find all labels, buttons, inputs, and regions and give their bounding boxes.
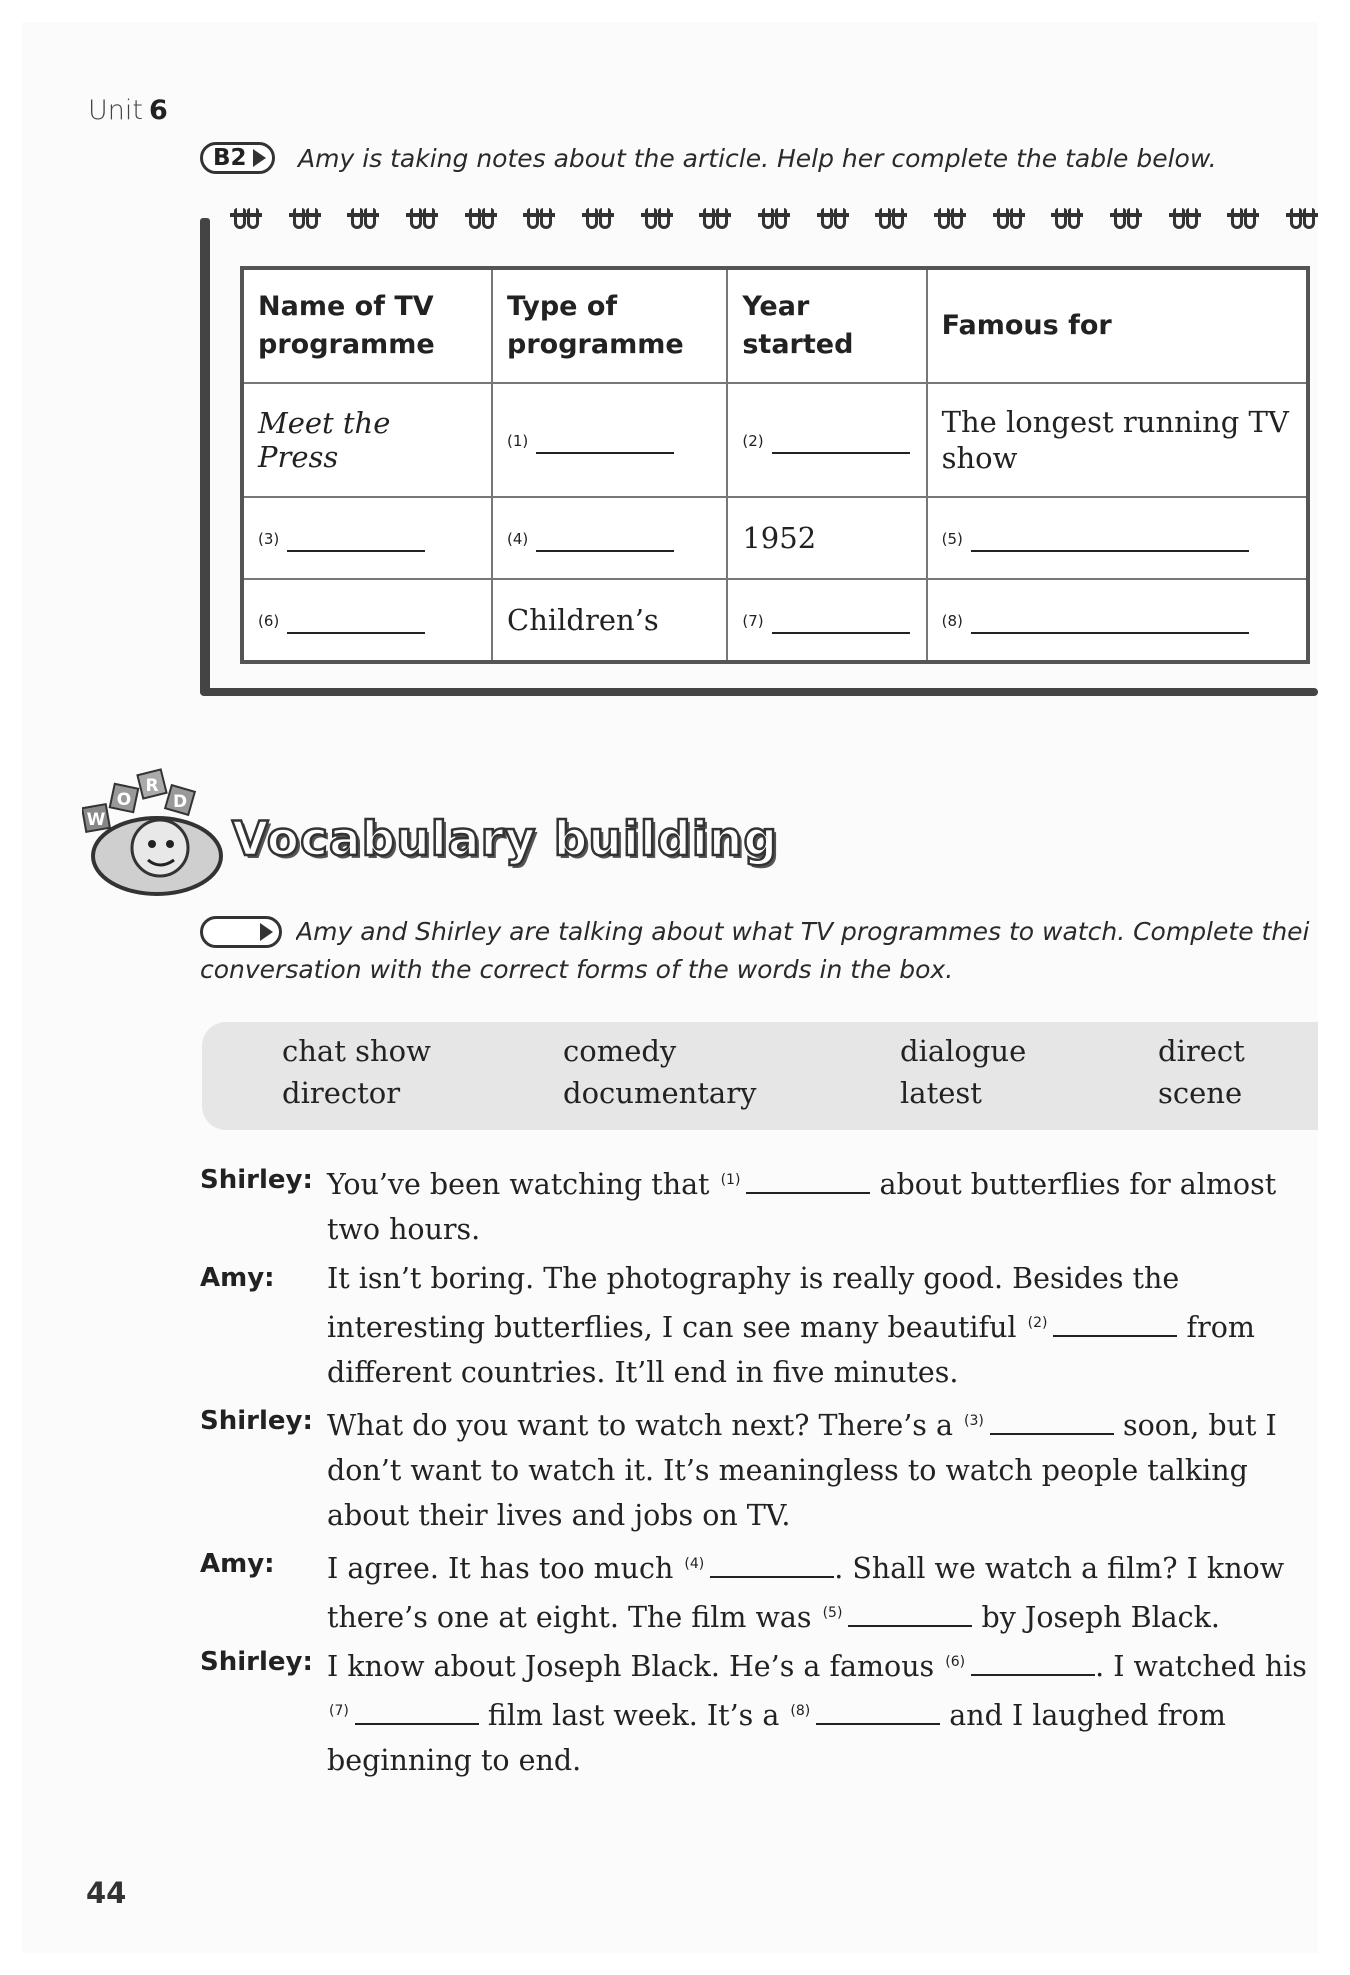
- table-row: [242, 579, 1308, 662]
- blank-number: (5): [941, 530, 963, 548]
- badge-label: B2: [213, 145, 247, 171]
- speech-segment: soon, but I don’t want to watch it. It’s meaningless to watch people talking about their lives and jobs on TV.: [327, 1409, 1277, 1532]
- spiral-ring: [230, 206, 262, 228]
- spiral-ring: [465, 206, 497, 228]
- answer-blank[interactable]: [990, 1411, 1114, 1435]
- blank-number: (2): [1027, 1315, 1048, 1331]
- speech-segment: about butterflies for almost two hours.: [327, 1168, 1277, 1246]
- speech-segment: from different countries. It’ll end in five minutes.: [327, 1311, 1255, 1389]
- word-box-item: comedy: [563, 1034, 677, 1068]
- spiral-ring: [993, 206, 1025, 228]
- speech-segment: . I watched his: [1095, 1650, 1307, 1683]
- table-cell-blank: [727, 579, 926, 662]
- spiral-ring: [347, 206, 379, 228]
- speech-text: [327, 1542, 1312, 1640]
- answer-blank[interactable]: [1053, 1313, 1177, 1337]
- word-box-item: dialogue: [900, 1034, 1027, 1068]
- answer-blank[interactable]: [971, 606, 1249, 634]
- unit-number: 6: [148, 95, 168, 126]
- header-cell: Famous for: [927, 268, 1308, 383]
- notes-table: [240, 266, 1310, 664]
- page-number: 44: [86, 1876, 127, 1910]
- answer-blank[interactable]: [536, 426, 674, 454]
- word-box-item: chat show: [282, 1034, 431, 1068]
- speech-segment: film last week. It’s a: [487, 1699, 780, 1732]
- notebook-spiral-binding: [230, 206, 1318, 234]
- table-row: [242, 497, 1308, 579]
- spiral-ring: [934, 206, 966, 228]
- spiral-ring: [758, 206, 790, 228]
- play-arrow-icon: [260, 923, 273, 941]
- exercise-b2-badge: [200, 142, 275, 174]
- table-cell: Children’s: [492, 579, 727, 662]
- speaker-name: Shirley:: [200, 1406, 313, 1436]
- blank-number: (6): [258, 612, 280, 630]
- answer-blank[interactable]: [848, 1603, 972, 1627]
- exercise-badge: [200, 916, 282, 948]
- speech-text: [327, 1640, 1312, 1783]
- word-box: [202, 1022, 1318, 1130]
- spiral-ring: [641, 206, 673, 228]
- blank-number: (1): [507, 432, 529, 450]
- word-box-item: latest: [900, 1076, 982, 1110]
- word-mascot-logo: [82, 768, 232, 898]
- word-box-item: direct: [1158, 1034, 1245, 1068]
- answer-blank[interactable]: [710, 1554, 834, 1578]
- spiral-ring: [406, 206, 438, 228]
- table-row: [242, 383, 1308, 497]
- table-cell-blank: [242, 579, 492, 662]
- letter-block-text: D: [172, 792, 188, 812]
- header-cell: Type of programme: [492, 268, 727, 383]
- speech-segment: What do you want to watch next? There’s a: [327, 1409, 953, 1442]
- spiral-ring: [875, 206, 907, 228]
- speech-segment: I know about Joseph Black. He’s a famous: [327, 1650, 935, 1683]
- speech-segment: by Joseph Black.: [981, 1601, 1220, 1634]
- exercise-vocab-badge: [200, 916, 282, 948]
- spiral-ring: [817, 206, 849, 228]
- blank-number: (5): [822, 1605, 843, 1621]
- play-arrow-icon: [253, 149, 266, 167]
- spiral-ring: [699, 206, 731, 228]
- table-cell: Meet the Press: [242, 383, 492, 497]
- answer-blank[interactable]: [772, 606, 910, 634]
- speech-text: [327, 1399, 1312, 1538]
- exercise-badge: [200, 142, 275, 174]
- answer-blank[interactable]: [971, 524, 1249, 552]
- blank-number: (7): [329, 1703, 349, 1719]
- answer-blank[interactable]: [355, 1701, 479, 1725]
- exercise-b2-instruction: Amy is taking notes about the article. Help her complete the table below.: [298, 144, 1217, 173]
- speaker-name: Amy:: [200, 1263, 275, 1293]
- letter-block-text: O: [116, 790, 132, 810]
- answer-blank[interactable]: [536, 524, 674, 552]
- blank-number: (8): [941, 612, 963, 630]
- header-cell: Name of TV programme: [242, 268, 492, 383]
- speaker-name: Shirley:: [200, 1647, 313, 1677]
- blank-number: (6): [945, 1654, 966, 1670]
- notebook-spine: [200, 218, 210, 695]
- section-title: Vocabulary building: [232, 812, 778, 867]
- table-cell-blank: [927, 497, 1308, 579]
- spiral-ring: [1227, 206, 1259, 228]
- word-box-item: director: [282, 1076, 401, 1110]
- answer-blank[interactable]: [746, 1170, 870, 1194]
- table-cell-blank: [727, 383, 926, 497]
- table-header-row: [242, 268, 1308, 383]
- table-cell-blank: [492, 497, 727, 579]
- spiral-ring: [1110, 206, 1142, 228]
- vocab-instruction-line1: Amy and Shirley are talking about what TV programmes to watch. Complete thei: [296, 917, 1310, 946]
- spiral-ring: [1286, 206, 1318, 228]
- table-cell: The longest running TV show: [927, 383, 1308, 497]
- speaker-name: Shirley:: [200, 1165, 313, 1195]
- blank-number: (4): [684, 1556, 705, 1572]
- answer-blank[interactable]: [971, 1652, 1095, 1676]
- speech-segment: . Shall we watch a film? I know there’s one at eight. The film was: [327, 1552, 1285, 1634]
- blank-number: (7): [742, 612, 764, 630]
- vocab-instruction-line2: conversation with the correct forms of the words in the box.: [200, 955, 954, 984]
- answer-blank[interactable]: [287, 524, 425, 552]
- blank-number: (3): [258, 530, 280, 548]
- word-box-item: documentary: [563, 1076, 757, 1110]
- spiral-ring: [1051, 206, 1083, 228]
- blank-number: (4): [507, 530, 529, 548]
- blank-number: (1): [720, 1172, 741, 1188]
- answer-blank[interactable]: [772, 426, 910, 454]
- notebook: [200, 218, 1318, 703]
- speech-segment: and I laughed from beginning to end.: [327, 1699, 1226, 1777]
- speech-segment: You’ve been watching that: [327, 1168, 710, 1201]
- unit-label: Unit: [88, 95, 143, 126]
- speaker-name: Amy:: [200, 1549, 275, 1579]
- table-cell-blank: [492, 383, 727, 497]
- spiral-ring: [582, 206, 614, 228]
- speech-text: [327, 1256, 1312, 1395]
- blank-number: (8): [790, 1703, 811, 1719]
- mascot-eye: [166, 840, 174, 848]
- speech-segment: It isn’t boring. The photography is really good. Besides the interesting butterflies, I can see many beautiful: [327, 1262, 1180, 1344]
- table-cell: 1952: [727, 497, 926, 579]
- unit-heading: [88, 95, 168, 126]
- blank-number: (2): [742, 432, 764, 450]
- letter-block-text: R: [145, 776, 159, 796]
- speech-text: [327, 1158, 1312, 1252]
- table-cell-blank: [242, 497, 492, 579]
- answer-blank[interactable]: [287, 606, 425, 634]
- mascot-eye: [148, 840, 156, 848]
- spiral-ring: [523, 206, 555, 228]
- header-cell: Year started: [727, 268, 926, 383]
- word-box-item: scene: [1158, 1076, 1243, 1110]
- mascot-head: [132, 820, 188, 876]
- blank-number: (3): [964, 1413, 984, 1429]
- speech-segment: I agree. It has too much: [327, 1552, 674, 1585]
- spiral-ring: [1169, 206, 1201, 228]
- spiral-ring: [289, 206, 321, 228]
- table-cell-blank: [927, 579, 1308, 662]
- notebook-bottom-edge: [200, 688, 1318, 696]
- answer-blank[interactable]: [816, 1701, 940, 1725]
- letter-block-text: W: [86, 810, 106, 830]
